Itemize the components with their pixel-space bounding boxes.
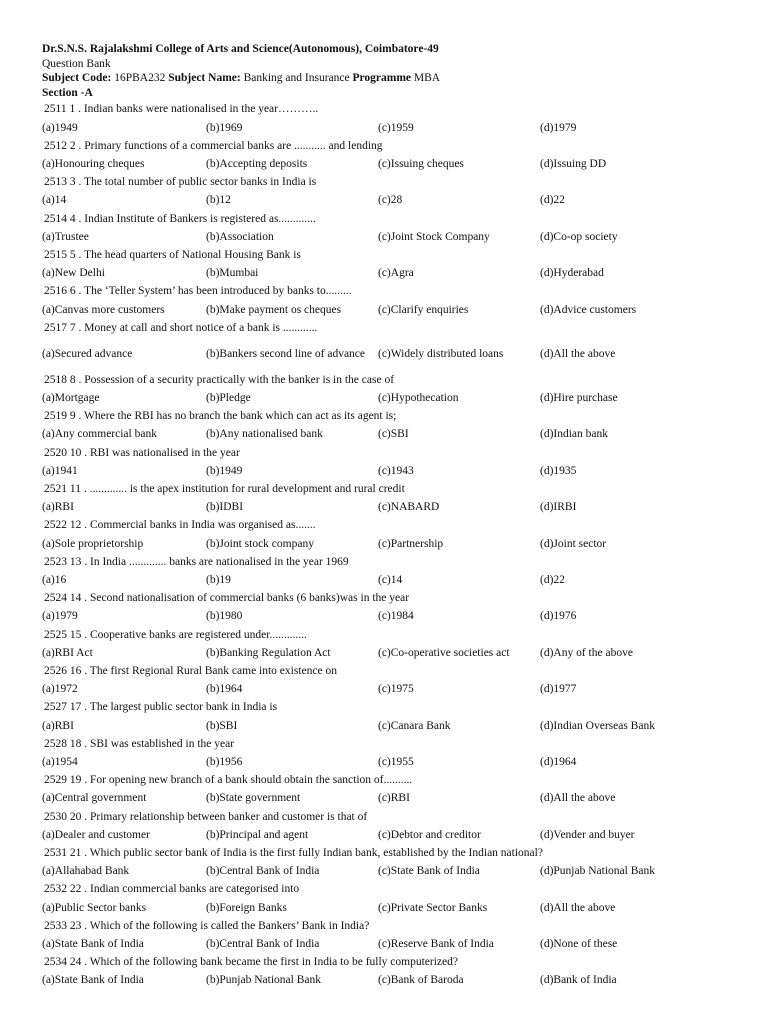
option-d: (d)1935 [540, 464, 577, 477]
option-b: (b)1969 [206, 121, 243, 134]
question-item [42, 553, 732, 589]
answer-options [42, 644, 732, 662]
option-d: (d)All the above [540, 792, 616, 805]
question-text: 2524 14 . Second nationalisation of commercial banks (6 banks)was in the year [44, 592, 410, 605]
option-a: (a)RBI [42, 501, 74, 514]
question-item [42, 626, 732, 662]
option-d: (d)IRBI [540, 501, 577, 514]
question-item [42, 319, 732, 371]
answer-options [42, 571, 732, 589]
option-a: (a)Canvas more customers [42, 303, 165, 316]
option-c: (c)Issuing cheques [378, 157, 464, 170]
programme-label: Programme [352, 72, 412, 85]
option-a: (a)Central government [42, 792, 147, 805]
question-item [42, 917, 732, 953]
answer-options [42, 264, 732, 282]
option-d: (d)Joint sector [540, 537, 607, 550]
answer-options [42, 228, 732, 246]
option-b: (b)Central Bank of India [206, 937, 320, 950]
question-item [42, 589, 732, 625]
answer-options [42, 389, 732, 407]
answer-options [42, 155, 732, 173]
option-a: (a)RBI [42, 719, 74, 732]
option-b: (b)Central Bank of India [206, 865, 320, 878]
answer-options [42, 680, 732, 698]
answer-options [42, 462, 732, 480]
option-d: (d)All the above [540, 347, 616, 360]
question-text: 2523 13 . In India ............. banks are nationalised in the year 1969 [44, 555, 349, 568]
question-text: 2513 3 . The total number of public sector banks in India is [44, 176, 317, 189]
subject-name: Banking and Insurance [243, 72, 350, 85]
option-d: (d)Indian bank [540, 428, 609, 441]
option-b: (b)SBI [206, 719, 238, 732]
question-text: 2516 6 . The ‘Teller System’ has been introduced by banks to......... [44, 285, 352, 298]
option-b: (b)Mumbai [206, 267, 259, 280]
answer-options [42, 899, 732, 917]
question-text: 2520 10 . RBI was nationalised in the year [44, 446, 240, 459]
answer-options [42, 753, 732, 771]
question-item [42, 173, 732, 209]
option-c: (c)Widely distributed loans [378, 347, 504, 360]
question-text: 2534 24 . Which of the following bank became the first in India to be fully computerized? [44, 956, 458, 969]
option-b: (b)Any nationalised bank [206, 428, 323, 441]
option-d: (d)Co-op society [540, 230, 618, 243]
option-d: (d)All the above [540, 901, 616, 914]
question-item [42, 100, 732, 136]
question-text: 2512 2 . Primary functions of a commercial banks are ........... and lending [44, 139, 383, 152]
option-c: (c)State Bank of India [378, 865, 480, 878]
answer-options [42, 607, 732, 625]
option-a: (a)State Bank of India [42, 937, 144, 950]
question-item [42, 953, 732, 989]
option-a: (a)14 [42, 194, 67, 207]
option-c: (c)1959 [378, 121, 414, 134]
option-d: (d)Bank of India [540, 974, 617, 987]
option-a: (a)Any commercial bank [42, 428, 157, 441]
answer-options [42, 425, 732, 443]
option-d: (d)1977 [540, 683, 577, 696]
option-c: (c)Bank of Baroda [378, 974, 464, 987]
question-text: 2533 23 . Which of the following is called the Bankers’ Bank in India? [44, 919, 370, 932]
question-text: 2526 16 . The first Regional Rural Bank came into existence on [44, 665, 337, 678]
option-d: (d)Any of the above [540, 646, 633, 659]
option-a: (a)State Bank of India [42, 974, 144, 987]
option-c: (c)NABARD [378, 501, 440, 514]
option-c: (c)Co-operative societies act [378, 646, 510, 659]
option-a: (a)1972 [42, 683, 78, 696]
option-a: (a)Dealer and customer [42, 828, 150, 841]
option-d: (d)Advice customers [540, 303, 637, 316]
option-d: (d)None of these [540, 937, 618, 950]
option-c: (c)1955 [378, 756, 414, 768]
option-d: (d)1976 [540, 610, 577, 623]
answer-options [42, 935, 732, 953]
option-b: (b)Pledge [206, 392, 251, 405]
option-b: (b)19 [206, 574, 231, 587]
answer-options [42, 119, 732, 137]
question-item [42, 735, 732, 771]
question-item [42, 808, 732, 844]
option-a: (a)16 [42, 574, 67, 587]
question-item [42, 407, 732, 443]
option-a: (a)Honouring cheques [42, 157, 145, 170]
section-heading: Section -A [42, 86, 93, 99]
document-type: Question Bank [42, 57, 111, 70]
question-text: 2525 15 . Cooperative banks are registered under............. [44, 628, 307, 641]
option-c: (c)1975 [378, 683, 414, 696]
answer-options [42, 789, 732, 807]
option-c: (c)Partnership [378, 537, 444, 550]
question-item [42, 880, 732, 916]
option-b: (b)Banking Regulation Act [206, 646, 331, 659]
option-b: (b)1956 [206, 756, 243, 768]
question-bank-document [42, 42, 732, 990]
question-item [42, 771, 732, 807]
question-text: 2511 1 . Indian banks were nationalised in the year……….. [44, 103, 319, 116]
option-a: (a)Public Sector banks [42, 901, 147, 914]
answer-options [42, 862, 732, 880]
option-b: (b)1949 [206, 464, 243, 477]
option-d: (d)22 [540, 574, 565, 587]
option-d: (d)22 [540, 194, 565, 207]
option-b: (b)1980 [206, 610, 243, 623]
option-b: (b)Bankers second line of advance [206, 347, 366, 360]
option-a: (a)1979 [42, 610, 78, 623]
option-b: (b)Principal and agent [206, 828, 309, 841]
option-c: (c)14 [378, 574, 403, 587]
option-c: (c)RBI [378, 792, 410, 805]
option-c: (c)SBI [378, 428, 409, 441]
option-c: (c)1984 [378, 610, 414, 623]
option-b: (b)12 [206, 194, 231, 207]
subject-code-label: Subject Code: [42, 72, 112, 85]
question-text: 2521 11 . ............. is the apex institution for rural development and rural credit [44, 483, 405, 496]
option-b: (b)Foreign Banks [206, 901, 287, 914]
option-d: (d)1964 [540, 756, 577, 768]
question-text: 2519 9 . Where the RBI has no branch the bank which can act as its agent is; [44, 410, 397, 423]
answer-options [42, 535, 732, 553]
option-a: (a)New Delhi [42, 267, 105, 280]
option-d: (d)Indian Overseas Bank [540, 719, 655, 732]
answer-options [42, 498, 732, 516]
option-a: (a)RBI Act [42, 646, 93, 659]
question-text: 2527 17 . The largest public sector bank in India is [44, 701, 278, 714]
question-item [42, 444, 732, 480]
option-c: (c)1943 [378, 464, 414, 477]
programme: MBA [413, 72, 441, 85]
question-item [42, 698, 732, 734]
option-a: (a)1954 [42, 756, 78, 768]
question-text: 2514 4 . Indian Institute of Bankers is registered as............. [44, 212, 316, 225]
option-c: (c)Reserve Bank of India [378, 937, 494, 950]
question-item [42, 137, 732, 173]
answer-options [42, 191, 732, 209]
question-text: 2518 8 . Possession of a security practically with the banker is in the case of [44, 373, 395, 386]
subject-line [42, 71, 732, 86]
question-item [42, 480, 732, 516]
option-a: (a)Trustee [42, 230, 89, 243]
option-c: (c)Canara Bank [378, 719, 451, 732]
option-b: (b)Accepting deposits [206, 157, 308, 170]
option-b: (b)1964 [206, 683, 243, 696]
answer-options [42, 971, 732, 989]
option-d: (d)1979 [540, 121, 577, 134]
option-b: (b)IDBI [206, 501, 244, 514]
option-a: (a)Secured advance [42, 347, 133, 360]
option-a: (a)Sole proprietorship [42, 537, 144, 550]
option-c: (c)Private Sector Banks [378, 901, 488, 914]
option-a: (a)Allahabad Bank [42, 865, 130, 878]
question-text: 2528 18 . SBI was established in the year [44, 737, 235, 750]
question-item [42, 662, 732, 698]
option-d: (d)Hyderabad [540, 267, 604, 280]
question-item [42, 844, 732, 880]
question-item [42, 516, 732, 552]
question-text: 2531 21 . Which public sector bank of India is the first fully Indian bank, established by the Indian national? [44, 846, 543, 859]
option-a: (a)1949 [42, 121, 78, 134]
option-d: (d)Punjab National Bank [540, 865, 655, 878]
answer-options [42, 717, 732, 735]
question-text: 2532 22 . Indian commercial banks are categorised into [44, 883, 300, 896]
option-b: (b)Punjab National Bank [206, 974, 321, 987]
option-b: (b)Make payment os cheques [206, 303, 342, 316]
option-b: (b)State government [206, 792, 301, 805]
question-text: 2515 5 . The head quarters of National Housing Bank is [44, 248, 301, 261]
subject-code: 16PBA232 [114, 72, 166, 85]
question-item [42, 246, 732, 282]
question-item [42, 210, 732, 246]
option-d: (d)Hire purchase [540, 392, 618, 405]
question-text: 2517 7 . Money at call and short notice of a bank is ............ [44, 321, 318, 334]
answer-options [42, 301, 732, 319]
answer-options [42, 826, 732, 844]
question-item [42, 371, 732, 407]
option-a: (a)Mortgage [42, 392, 100, 405]
subject-name-label: Subject Name: [168, 72, 241, 85]
question-list [42, 100, 732, 989]
answer-options [42, 337, 732, 371]
college-title: Dr.S.N.S. Rajalakshmi College of Arts and Science(Autonomous), Coimbatore-49 [42, 43, 439, 55]
question-text: 2522 12 . Commercial banks in India was organised as....... [44, 519, 316, 532]
option-a: (a)1941 [42, 464, 78, 477]
option-c: (c)28 [378, 194, 403, 207]
option-c: (c)Hypothecation [378, 392, 459, 405]
question-item [42, 282, 732, 318]
option-d: (d)Issuing DD [540, 157, 607, 170]
option-b: (b)Association [206, 230, 274, 243]
option-c: (c)Debtor and creditor [378, 828, 481, 841]
option-c: (c)Joint Stock Company [378, 230, 490, 243]
option-b: (b)Joint stock company [206, 537, 314, 550]
question-text: 2530 20 . Primary relationship between banker and customer is that of [44, 810, 368, 823]
question-text: 2529 19 . For opening new branch of a bank should obtain the sanction of.......... [44, 774, 413, 787]
option-c: (c)Agra [378, 267, 414, 280]
option-d: (d)Vender and buyer [540, 828, 635, 841]
option-c: (c)Clarify enquiries [378, 303, 469, 316]
